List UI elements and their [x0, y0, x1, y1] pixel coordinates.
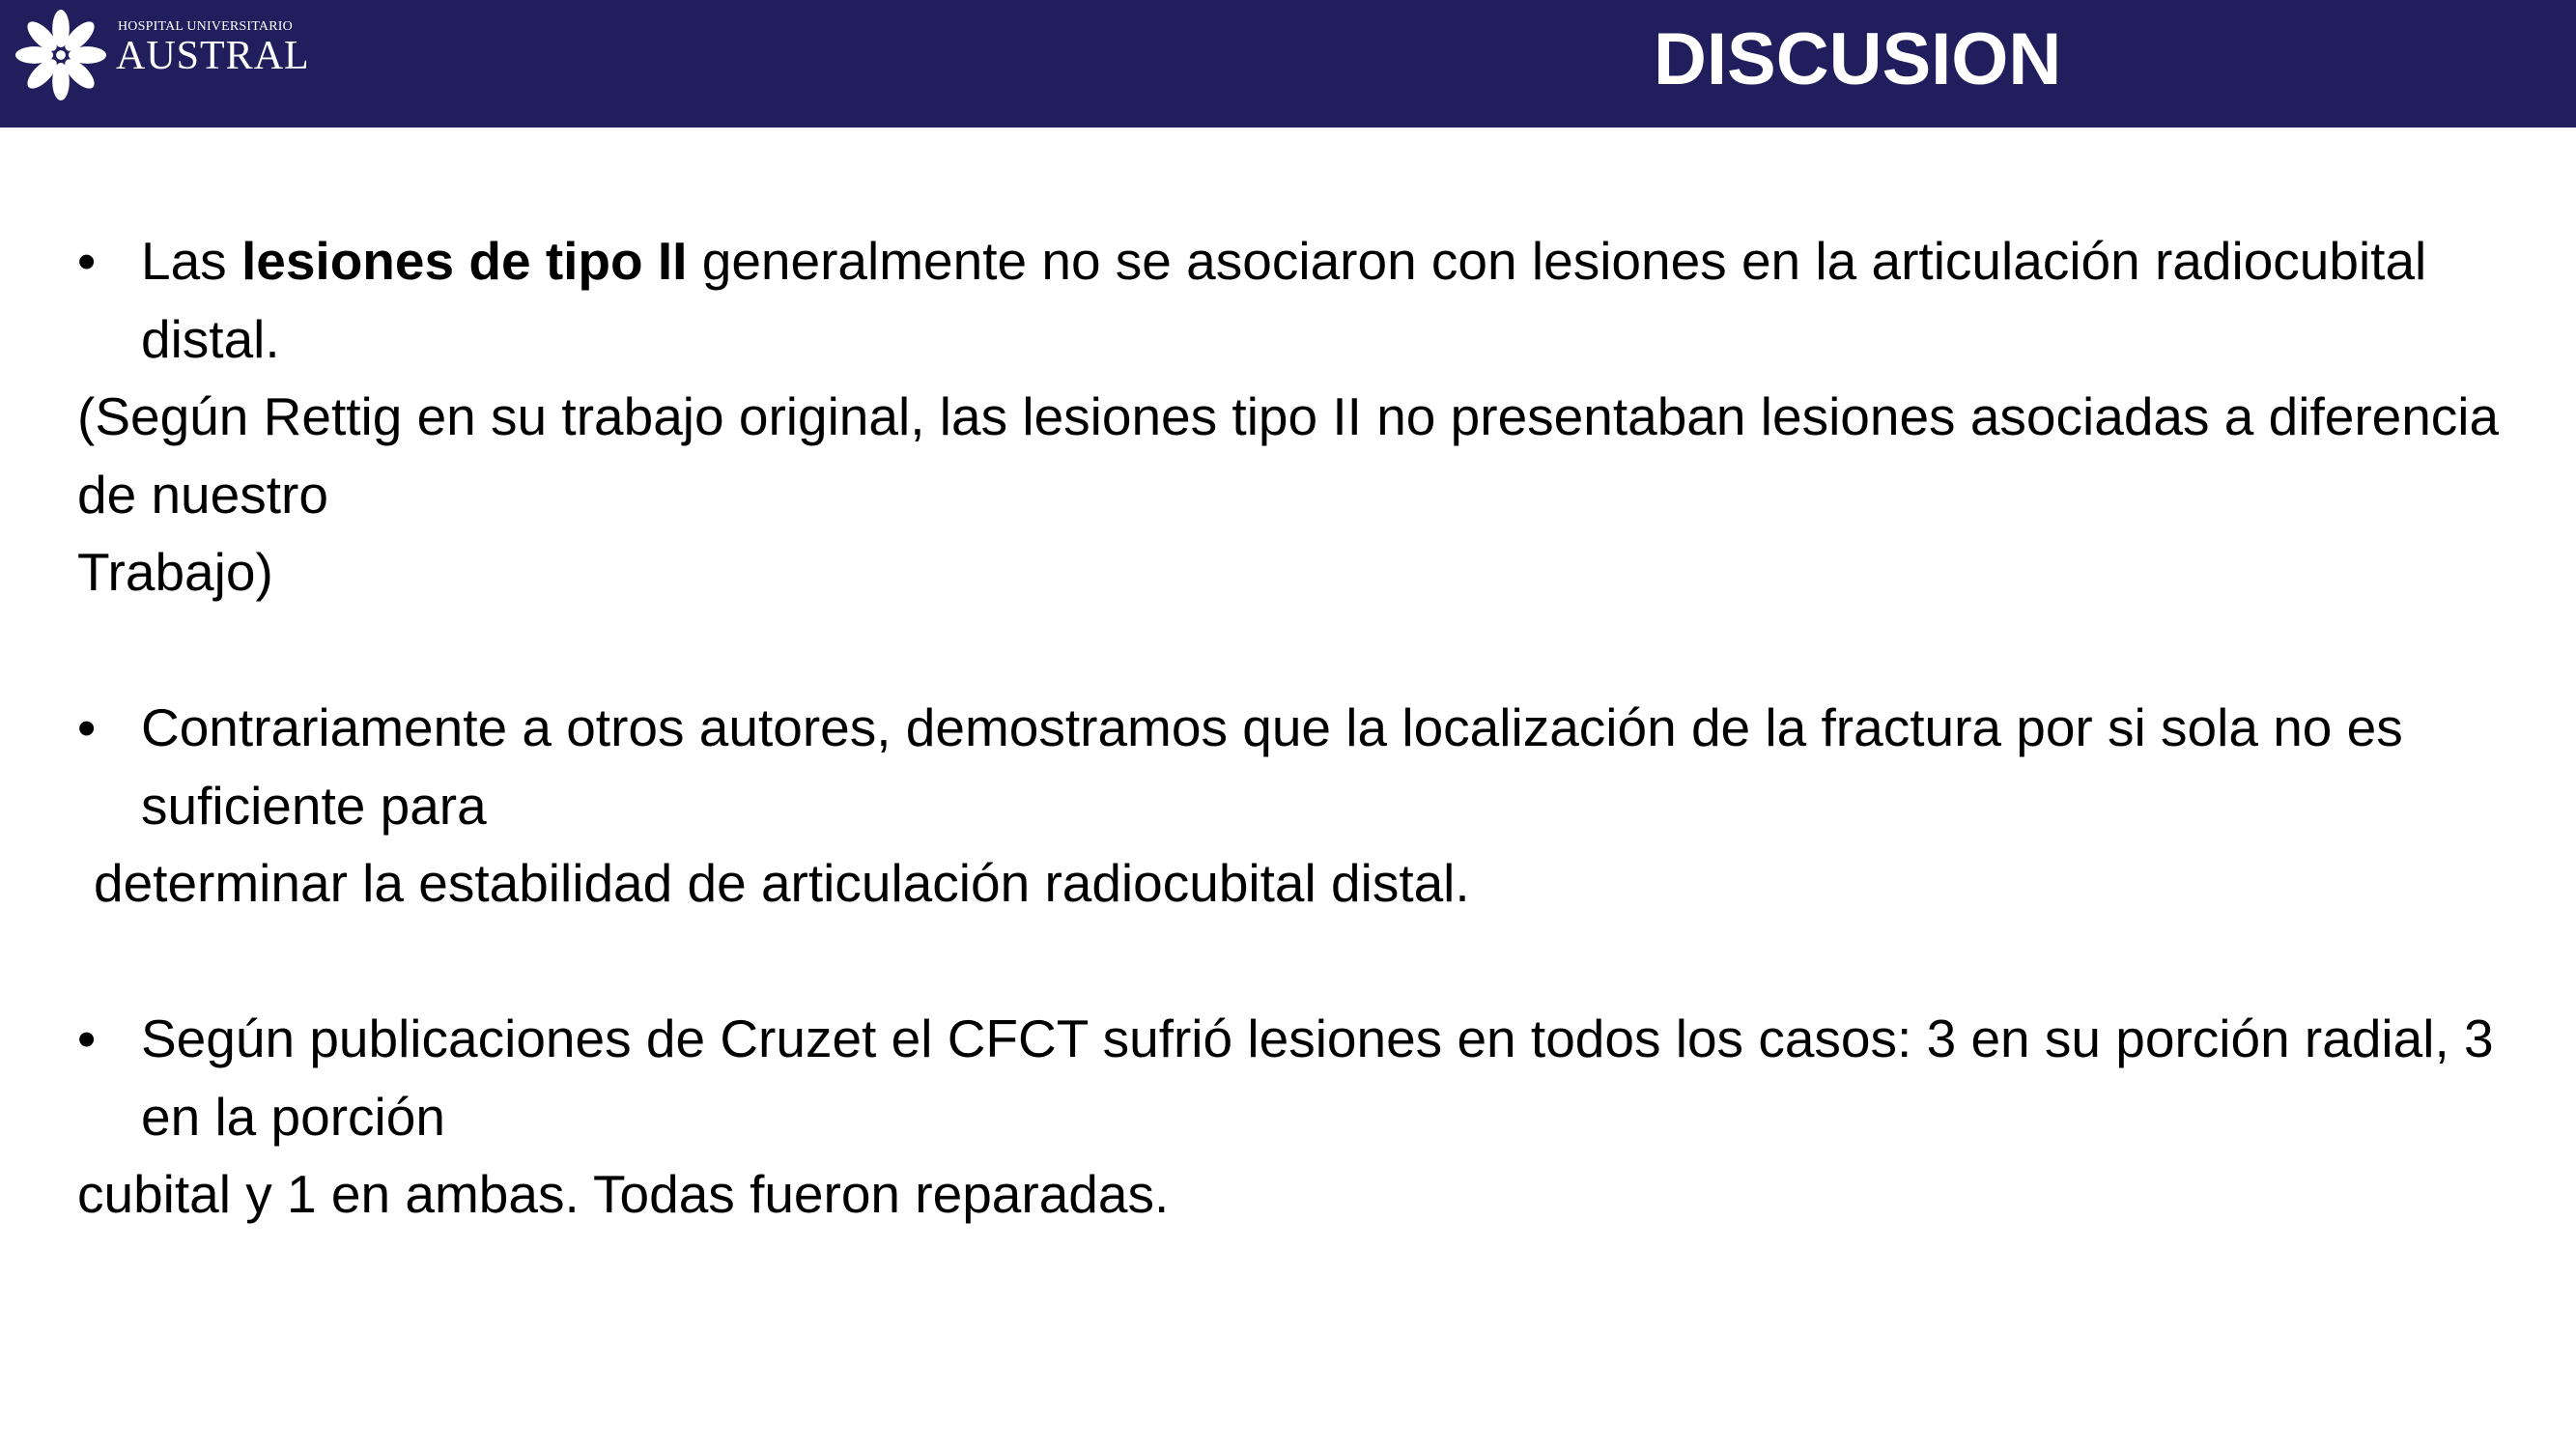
spacer — [77, 923, 2511, 1001]
hospital-logo — [14, 8, 342, 102]
slide-title: DISCUSION — [1654, 18, 2062, 100]
bullet-item-3 — [77, 1000, 2511, 1155]
slide-header — [0, 0, 2576, 128]
bullet-2-text: Contrariamente a otros autores, demostramos que la localización de la fractura por si sola no es suficiente para — [141, 697, 2403, 836]
paragraph-3: cubital y 1 en ambas. Todas fueron reparadas. — [77, 1164, 1170, 1224]
paragraph-2: determinar la estabilidad de articulación radiocubital distal. — [94, 853, 1470, 913]
bullet-marker: • — [77, 1009, 97, 1068]
bullet-1-text-start: Las — [141, 231, 241, 291]
bullet-marker: • — [77, 231, 97, 291]
bullet-3-text: Según publicaciones de Cruzet el CFCT sufrió lesiones en todos los casos: 3 en su porción radial, 3 en la porción — [141, 1009, 2494, 1147]
bullet-item-2 — [77, 689, 2511, 844]
slide-body — [77, 222, 2511, 1234]
paragraph-1-line-2: Trabajo) — [77, 542, 273, 602]
logo-subtitle: HOSPITAL UNIVERSITARIO — [118, 19, 293, 34]
bullet-1-text-end: generalmente no se asociaron con lesiones en la articulación radiocubital distal. — [141, 231, 2427, 369]
bullet-item-1 — [77, 222, 2511, 378]
spacer — [77, 611, 2511, 690]
logo-name: AUSTRAL — [116, 34, 310, 78]
austral-flower-logo-icon — [14, 8, 108, 102]
bullet-marker: • — [77, 697, 97, 757]
bullet-1-bold-text: lesiones de tipo II — [241, 231, 688, 291]
paragraph-1-line-1: (Según Rettig en su trabajo original, las lesiones tipo II no presentaban lesiones asociadas a diferencia de nuestro — [77, 386, 2500, 525]
